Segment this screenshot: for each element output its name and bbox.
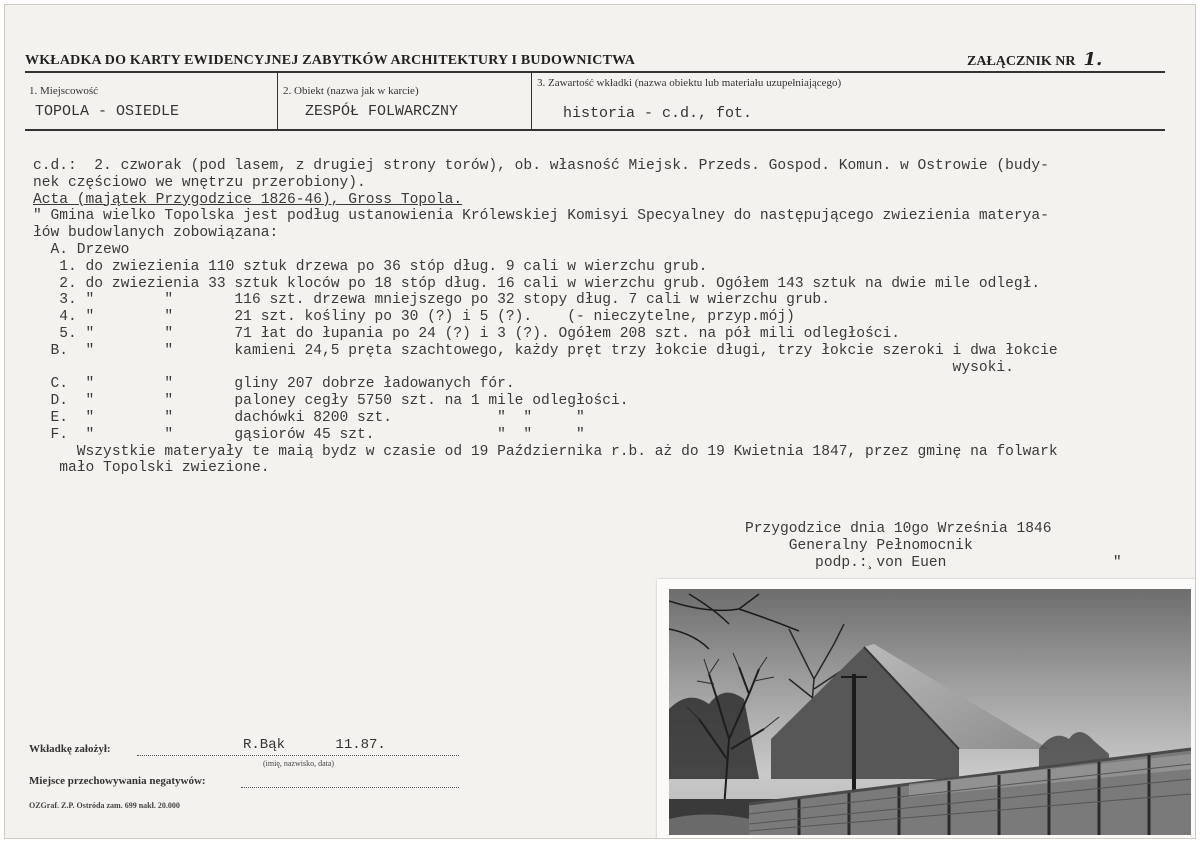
- body-line: D. " " paloney cegły 5750 szt. na 1 mile odległości.: [33, 393, 629, 410]
- made-by-label: Wkładkę założył:: [29, 743, 111, 755]
- body-line: 2. do zwiezienia 33 sztuk kloców po 18 stóp dług. 16 cali w wierzchu grub. Ogółem 143 sztuk na dwie mile odległ.: [33, 275, 1041, 292]
- body-line: Wszystkie materyały te maią bydz w czasie od 19 Października r.b. aż do 19 Kwietnia 1847, przez gminę na folwark: [33, 443, 1058, 460]
- field-divider-2: [531, 73, 532, 131]
- field-contents-label: 3. Zawartość wkładki (nazwa obiektu lub materiału uzupełniającego): [537, 77, 842, 89]
- body-line: " Gmina wielko Topolska jest podług ustanowienia Królewskiej Komisyi Specyalney do następującego zwiezienia materya-: [33, 208, 1049, 225]
- body-line: mało Topolski zwiezione.: [33, 460, 270, 477]
- body-line: 1. do zwiezienia 110 sztuk drzewa po 36 stóp dług. 9 cali w wierzchu grub.: [33, 258, 708, 275]
- inventory-card-insert: [4, 4, 1196, 839]
- body-line: c.d.: 2. czworak (pod lasem, z drugiej strony torów), ob. własność Miejsk. Przeds. Gospod. Komun. w Ostrowie (budy-: [33, 158, 1049, 174]
- signature-line: Generalny Pełnomocnik: [745, 537, 973, 554]
- body-line: C. " " gliny 207 dobrze ładowanych fór.: [33, 376, 515, 393]
- header-top-rule: [25, 71, 1165, 73]
- field-divider-1: [277, 73, 278, 131]
- print-note: OZGraf. Z.P. Ostróda zam. 699 nakł. 20.000: [29, 801, 180, 810]
- photo-barn: [669, 589, 1191, 835]
- header-bottom-rule: [25, 129, 1165, 131]
- body-line: F. " " gąsiorów 45 szt. " " ": [33, 426, 585, 443]
- document-body: [33, 158, 1193, 477]
- annex-label-group: [967, 49, 1102, 70]
- body-line: nek częściowo we wnętrzu przerobiony).: [33, 174, 366, 191]
- body-line: B. " " kamieni 24,5 pręta szachtowego, każdy pręt trzy łokcie długi, trzy łokcie szeroki i dwa łokcie: [33, 342, 1058, 359]
- field-locality-value: TOPOLA - OSIEDLE: [35, 103, 180, 120]
- signature-block: [745, 521, 1122, 571]
- made-by-note: (imię, nazwisko, data): [263, 759, 335, 768]
- field-object-value: ZESPÓŁ FOLWARCZNY: [305, 103, 459, 120]
- negative-storage-dotted-line: [241, 787, 459, 788]
- signature-line: podp.:¸von Euen ": [745, 554, 1122, 571]
- signature-line: Przygodzice dnia 10go Września 1846: [745, 521, 1052, 537]
- field-locality-label: 1. Miejscowość: [29, 85, 99, 97]
- body-heading-acta: Acta (majątek Przygodzice 1826-46), Gross Topola.: [33, 191, 463, 208]
- made-by-dotted-line: [137, 755, 459, 756]
- made-by-value: R.Bąk 11.87.: [243, 737, 386, 753]
- annex-number: 1.: [1083, 49, 1103, 70]
- annex-label: ZAŁĄCZNIK NR: [967, 54, 1076, 69]
- form-title: WKŁADKA DO KARTY EWIDENCYJNEJ ZABYTKÓW ARCHITEKTURY I BUDOWNICTWA: [25, 53, 636, 68]
- body-line: 4. " " 21 szt. kośliny po 30 (?) i 5 (?). (- nieczytelne, przyp.mój): [33, 309, 795, 326]
- body-line: 3. " " 116 szt. drzewa mniejszego po 32 stopy dług. 7 cali w wierzchu grub.: [33, 292, 830, 309]
- negative-storage-label: Miejsce przechowywania negatywów:: [29, 775, 206, 787]
- field-contents-value: historia - c.d., fot.: [563, 105, 753, 122]
- body-line: 5. " " 71 łat do łupania po 24 (?) i 3 (?). Ogółem 208 szt. na pół mili odległości.: [33, 325, 901, 342]
- body-line: wysoki.: [33, 359, 1014, 376]
- body-line: E. " " dachówki 8200 szt. " " ": [33, 409, 585, 426]
- field-object-label: 2. Obiekt (nazwa jak w karcie): [283, 85, 419, 97]
- body-line: łów budowlanych zobowiązana:: [33, 225, 279, 242]
- body-line: A. Drzewo: [33, 241, 130, 258]
- photo-frame: [657, 579, 1196, 839]
